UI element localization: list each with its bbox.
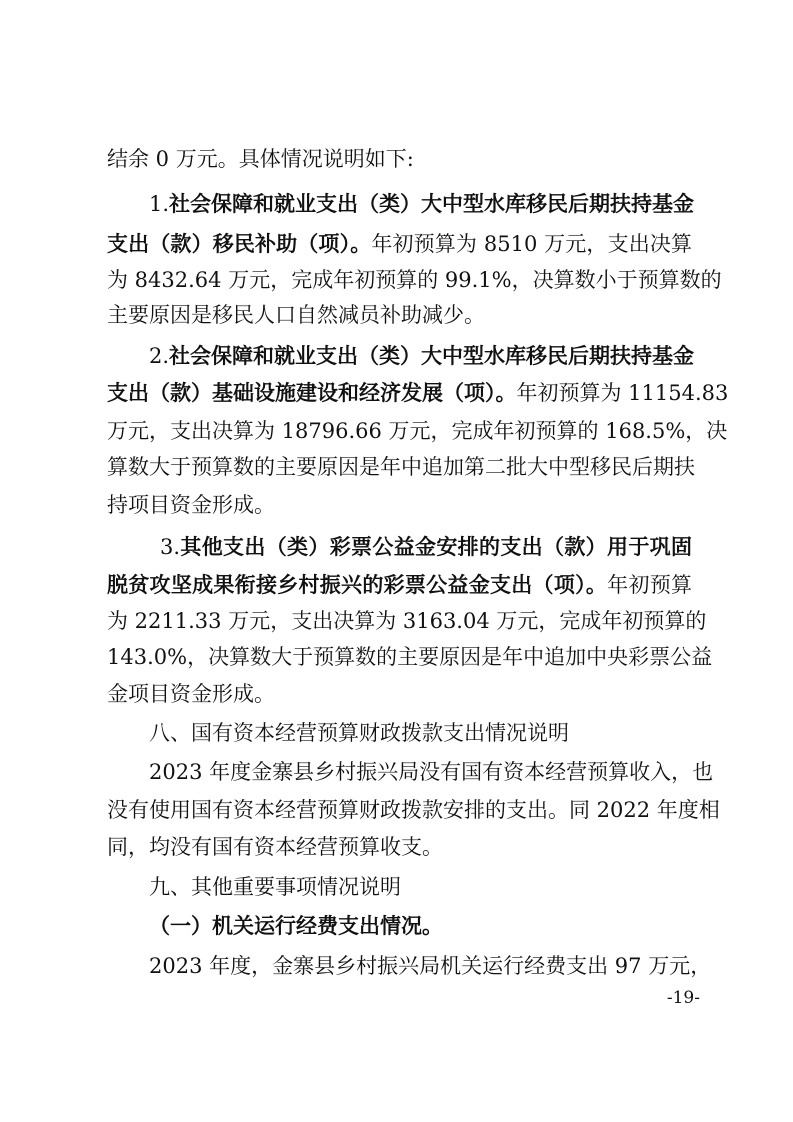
paragraph-line: 主要原因是移民人口自然减员补助减少。 (107, 303, 485, 327)
paragraph-line: 算数大于预算数的主要原因是年中追加第二批大中型移民后期扶 (107, 455, 695, 479)
paragraph-line: 脱贫攻坚成果衔接乡村振兴的彩票公益金支出（项）。年初预算 (107, 573, 693, 597)
paragraph-line: 2023 年度，金寨县乡村振兴局机关运行经费支出 97 万元， (149, 954, 712, 978)
paragraph-line: 结余 0 万元。具体情况说明如下: (107, 147, 414, 171)
paragraph-line: 持项目资金形成。 (107, 493, 275, 517)
paragraph-line: 支出（款）移民补助（项）。年初预算为 8510 万元，支出决算 (107, 232, 693, 256)
paragraph-line: 为 2211.33 万元，支出决算为 3163.04 万元，完成年初预算的 (107, 609, 707, 633)
paragraph-line: 没有使用国有资本经营预算财政拨款安排的支出。同 2022 年度相 (107, 798, 720, 822)
paragraph-line: 3.其他支出（类）彩票公益金安排的支出（款）用于巩固 (160, 535, 692, 559)
paragraph-line: 2.社会保障和就业支出（类）大中型水库移民后期扶持基金 (149, 344, 695, 368)
paragraph-line: 支出（款）基础设施建设和经济发展（项）。年初预算为 11154.83 (107, 381, 729, 405)
paragraph-line: 143.0%，决算数大于预算数的主要原因是年中追加中央彩票公益 (107, 645, 713, 669)
section-heading: 九、其他重要事项情况说明 (149, 875, 401, 899)
page-number: -19- (666, 988, 700, 1008)
paragraph-line: 1.社会保障和就业支出（类）大中型水库移民后期扶持基金 (149, 192, 695, 216)
section-heading: 八、国有资本经营预算财政拨款支出情况说明 (149, 721, 569, 745)
subsection-heading: （一）机关运行经费支出情况。 (149, 914, 443, 938)
paragraph-line: 2023 年度金寨县乡村振兴局没有国有资本经营预算收入，也 (149, 760, 714, 784)
paragraph-line: 金项目资金形成。 (107, 682, 275, 706)
paragraph-line: 万元，支出决算为 18796.66 万元，完成年初预算的 168.5%，决 (107, 419, 728, 443)
paragraph-line: 同，均没有国有资本经营预算收支。 (107, 835, 443, 859)
paragraph-line: 为 8432.64 万元，完成年初预算的 99.1%，决算数小于预算数的 (107, 268, 722, 292)
